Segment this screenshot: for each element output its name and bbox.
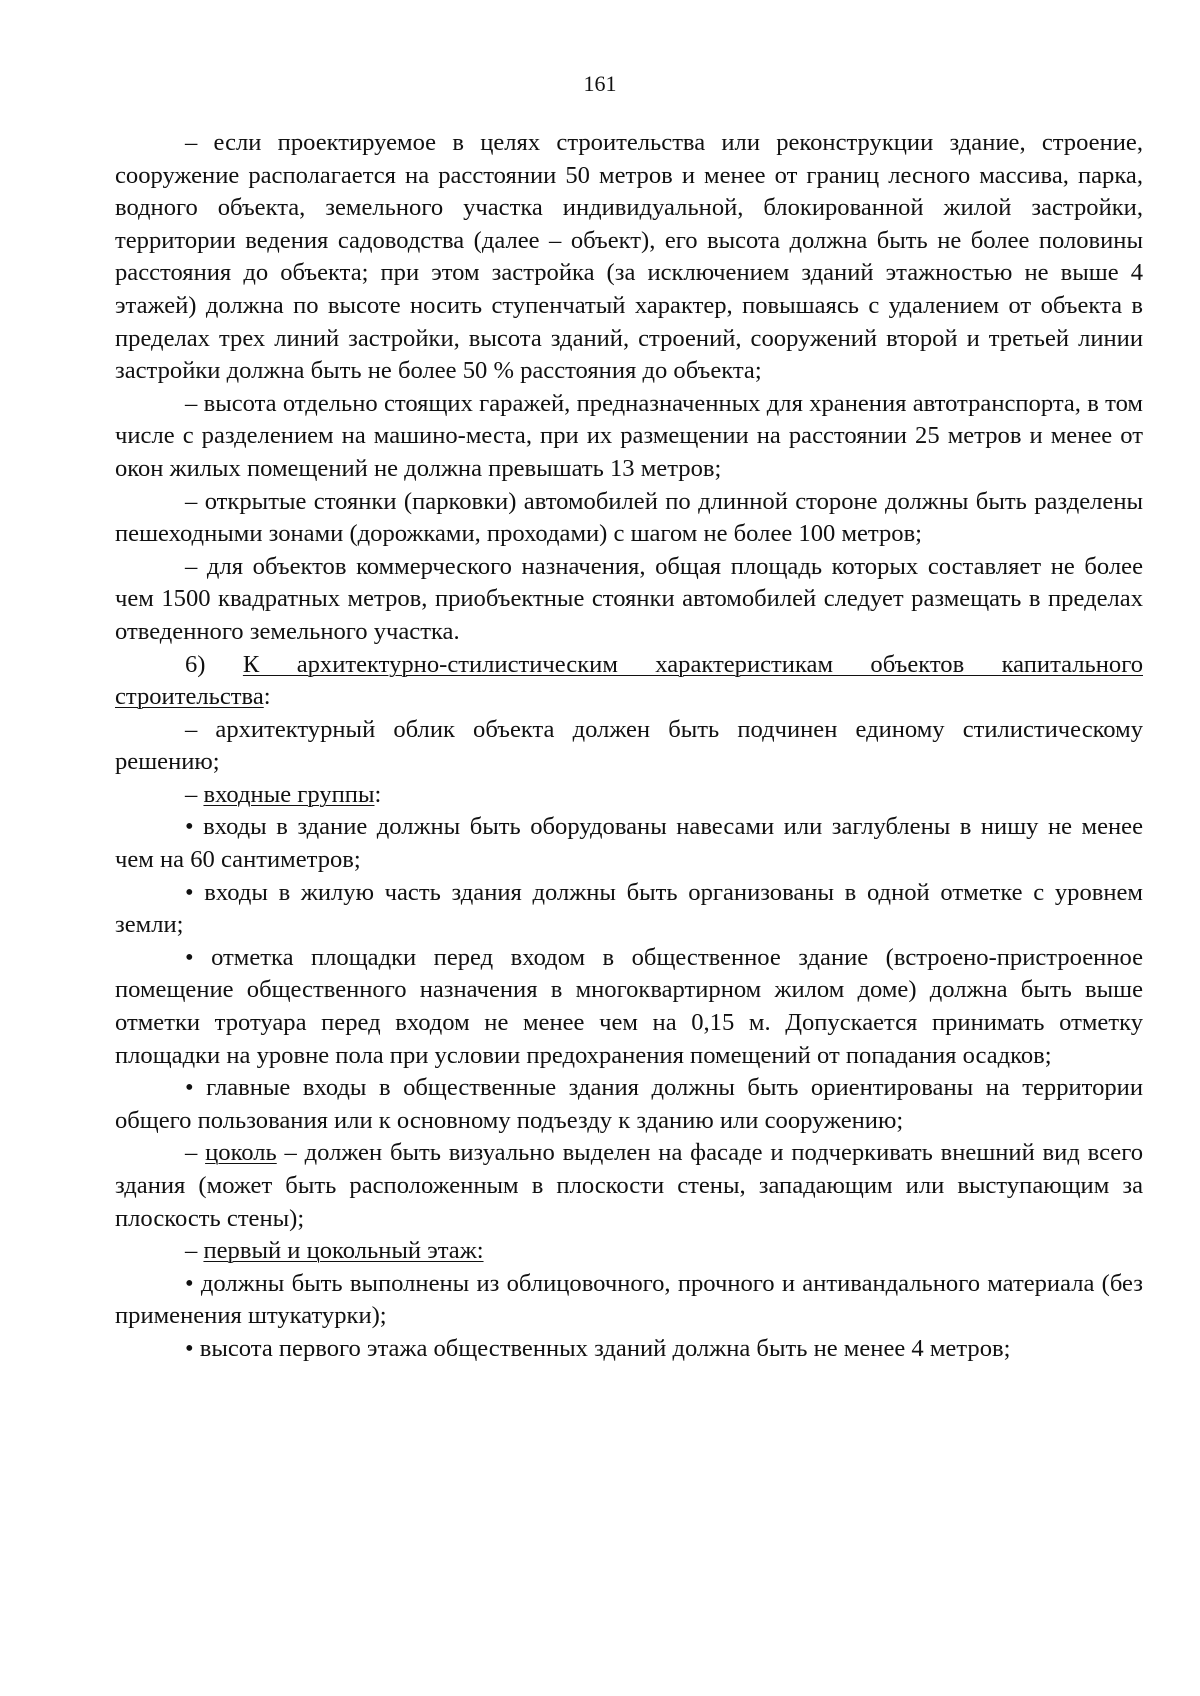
bullet-residential-entrance-level: • входы в жилую часть здания должны быть организованы в одной отметке с уровнем земли; [115,878,1143,939]
section-title: К архитектурно-стилистическим характеристикам объектов капитального строительства [115,650,1143,711]
bullet-first-floor-height: • высота первого этажа общественных зданий должна быть не менее 4 метров; [185,1334,1011,1362]
subheading-tail: : [374,780,382,808]
bullet-entrance-canopies: • входы в здание должны быть оборудованы навесами или заглублены в нишу не менее чем на 60 сантиметров; [115,813,1143,874]
paragraph-plinth [115,1137,1143,1235]
document-body [115,127,1143,1366]
dash: – [185,780,204,808]
paragraph-unified-style: – архитектурный облик объекта должен быть подчинен единому стилистическому решению; [115,715,1143,776]
section-heading-architectural-style [115,649,1143,714]
paragraph-building-height-near-object: – если проектируемое в целях строительства или реконструкции здание, строение, сооружение располагается на расстоянии 50 метров и менее от границ лесного массива, парка, водного объекта, земельного участка индивидуальной, блокированной жилой застройки, территории ведения садоводства (далее – объект), его высота должна быть не более половины расстояния до объекта; при этом застройка (за исключением зданий этажностью не выше 4 этажей) должна по высоте носить ступенчатый характер, повышаясь с удалением от объекта в пределах трех линий застройки, высота зданий, строений, сооружений второй и третьей линии застройки должна быть не более 50 % расстояния до объекта; [115,129,1143,385]
page-number: 161 [583,71,617,96]
subheading-ground-floor [115,1235,1143,1268]
paragraph-commercial-parking: – для объектов коммерческого назначения, общая площадь которых составляет не более чем 1500 квадратных метров, приобъектные стоянки автомобилей следует размещать в пределах отведенного земельного участка. [115,552,1143,645]
plinth-term: цоколь [205,1139,277,1167]
subheading-title: входные группы [203,780,375,808]
dash: – [185,1237,204,1265]
bullet-facing-material: • должны быть выполнены из облицовочного, прочного и антивандального материала (без применения штукатурки); [115,1269,1143,1330]
section-number: 6) [185,650,243,678]
subheading-title: первый и цокольный этаж: [203,1237,484,1265]
paragraph-open-parking: – открытые стоянки (парковки) автомобилей по длинной стороне должны быть разделены пешеходными зонами (дорожками, проходами) с шагом не более 100 метров; [115,487,1143,548]
subheading-entrance-groups [115,779,1143,812]
section-title-tail: : [263,683,271,711]
dash: – [185,1139,206,1167]
bullet-entrance-platform-elevation: • отметка площадки перед входом в общественное здание (встроено-пристроенное помещение общественного назначения в многоквартирном жилом доме) должна быть выше отметки тротуара перед входом не менее чем на 0,15 м. Допускается принимать отметку площадки на уровне пола при условии предохранения помещений от попадания осадков; [115,943,1143,1069]
plinth-description: – должен быть визуально выделен на фасаде и подчеркивать внешний вид всего здания (может быть расположенным в плоскости стены, западающим или выступающим за плоскость стены); [115,1139,1143,1232]
paragraph-garage-height: – высота отдельно стоящих гаражей, предназначенных для хранения автотранспорта, в том числе с разделением на машино-места, при их размещении на расстоянии 25 метров и менее от окон жилых помещений не должна превышать 13 метров; [115,389,1143,482]
bullet-main-entrances-orientation: • главные входы в общественные здания должны быть ориентированы на территории общего пользования или к основному подъезду к зданию или сооружению; [115,1074,1143,1134]
